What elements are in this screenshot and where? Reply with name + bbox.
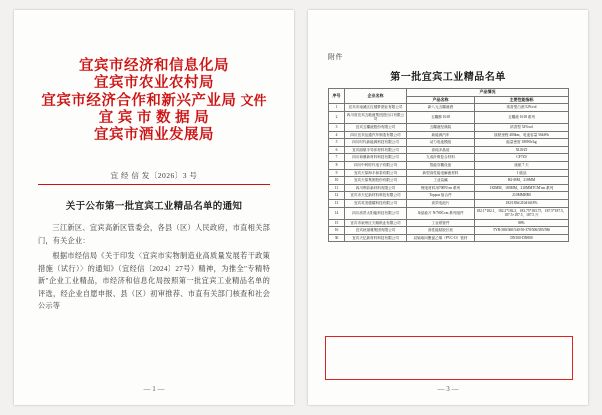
cell-no: 9 [329, 169, 345, 177]
cell-product: Toppoa 组合件 [407, 192, 475, 200]
agency-line-3 [14, 92, 294, 110]
cell-product: 高性能粘胶长丝 [407, 227, 475, 235]
table-body [329, 104, 569, 242]
col-header-product-group: 产品情况 [407, 89, 569, 97]
table-row [329, 219, 569, 227]
cell-product: 工业烧碱 [407, 177, 475, 185]
highlight-annotation-box [325, 336, 573, 380]
cell-spec: TYR-580/360/540-56-378/506/585/586 [475, 227, 569, 235]
cell-company: 宜宾市天亿新材料科技有限公司 [345, 192, 407, 200]
table-row [329, 227, 569, 235]
col-header-company: 企业名称 [345, 89, 407, 104]
table-row [329, 192, 569, 200]
cell-company: 宜宾市叙州区天顺纸业有限公司 [345, 219, 407, 227]
cell-spec: DN100-DN800 [475, 234, 569, 242]
cell-spec: 续航 7 天 [475, 161, 569, 169]
cell-product: 双轴取向聚氯乙烯（PVC-O）管材 [407, 234, 475, 242]
table-row [329, 207, 569, 219]
cell-spec: 182.1*182.1，182.2*182.2，183.75*183.75，187.5*187.5，187.5×187.5，187.5 片 [475, 207, 569, 219]
cell-spec: 能量密度 180Wh/kg [475, 139, 569, 147]
cell-no: 1 [329, 104, 345, 112]
agency-line-5: 宜宾市酒业发展局 [94, 127, 214, 143]
col-header-no: 序号 [329, 89, 345, 104]
cell-no: 16 [329, 227, 345, 235]
cell-product: 新能源汽车 [407, 131, 475, 139]
page-title: 关于公布第一批宜宾工业精品名单的通知 [65, 202, 243, 212]
attachment-title: 第一批宜宾工业精品名单 [390, 72, 506, 83]
col-header-product: 产品名称 [407, 96, 475, 104]
attachment-label: 附件 [328, 53, 343, 61]
cell-company: 四川高景太阳能科技有限公司 [345, 207, 407, 219]
cell-spec: H2-MM，218MM [475, 177, 569, 185]
cell-company: 宜宾丽豪半导体材料有限公司 [345, 146, 407, 154]
right-document-page [308, 10, 588, 405]
cell-product: 工业纸管件 [407, 219, 475, 227]
table-row [329, 146, 569, 154]
table-header [329, 89, 569, 104]
cell-spec: 88% [475, 219, 569, 227]
cell-company: 四川和鼎新材料科技有限公司 [345, 154, 407, 162]
table-row [329, 154, 569, 162]
table-row [329, 139, 569, 147]
product-catalog-table [328, 88, 569, 242]
body-paragraph-1: 三江新区、宜宾高新区管委会，各县（区）人民政府，市直相关部门，有关企业： [38, 224, 270, 245]
cell-product: 动力电池模组 [407, 139, 475, 147]
cell-no: 12 [329, 192, 345, 200]
cell-no: 4 [329, 131, 345, 139]
cell-company: 宜宾五糧液股份有限公司 [345, 123, 407, 131]
cell-spec: 182MM，183MM，210MMTCM'cm 系列 [475, 184, 569, 192]
table-row [329, 123, 569, 131]
col-header-spec: 主要性能指标 [475, 96, 569, 104]
cell-company: 四川时代新能源科技有限公司 [345, 139, 407, 147]
cell-company: 宜宾丝丽雅集团有限公司 [345, 227, 407, 235]
table-row [329, 111, 569, 123]
cell-spec: 182/183#/210#1#18% [475, 199, 569, 207]
table-row [329, 234, 569, 242]
cell-no: 14 [329, 207, 345, 219]
cell-spec: 1 级品 [475, 169, 569, 177]
agency-line-1: 宜宾市经济和信息化局 [79, 58, 229, 74]
cell-spec: 浓香型 52%vol [475, 123, 569, 131]
cell-product: 五糧醇 1618 [407, 111, 475, 123]
cell-product: 五糧液经典装 [407, 123, 475, 131]
cell-product: 九成纤维复合材料 [407, 154, 475, 162]
cell-no: 10 [329, 177, 345, 185]
document-word: 文件 [240, 93, 267, 108]
cell-product: 单晶硅片 N/700Ccm 系列组件 [407, 207, 475, 219]
table-row [329, 161, 569, 169]
cell-company: 宜宾英发德耀科技有限公司 [345, 199, 407, 207]
cell-no: 5 [329, 139, 345, 147]
cell-product: 新型高性能电解液材料 [407, 169, 475, 177]
cell-product: 高纯多晶硅 [407, 146, 475, 154]
cell-product: 新八元五糧液酒 [407, 104, 475, 112]
cell-company: 宜宾天原集团股份有限公司 [345, 177, 407, 185]
agency-line-2: 宜宾市农业农村局 [94, 75, 214, 91]
issuing-agency-header [14, 58, 294, 144]
cell-no: 6 [329, 146, 345, 154]
cell-product: 高效电池片 [407, 199, 475, 207]
cell-no: 8 [329, 161, 345, 169]
cell-company: 四川中科时代电子有限公司 [345, 161, 407, 169]
agency-line-3-text: 宜宾市经济合作和新兴产业局 [41, 93, 237, 109]
left-page-number: — 1 — [143, 385, 165, 393]
cell-spec: XLB/ZJ [475, 146, 569, 154]
cell-no: 2 [329, 111, 345, 123]
agency-line-4: 宜 宾 市 数 据 局 [98, 110, 210, 126]
table-row [329, 177, 569, 185]
cell-spec: CF7Z0 [475, 154, 569, 162]
cell-no: 3 [329, 123, 345, 131]
cell-spec: 浓香型白酒 52%vol [475, 104, 569, 112]
left-document-page [14, 10, 294, 405]
red-divider-rule [38, 184, 270, 185]
cell-no: 11 [329, 184, 345, 192]
table-row [329, 104, 569, 112]
cell-spec: 210MMHR0 [475, 192, 569, 200]
right-page-number: — 3 — [437, 385, 459, 393]
cell-company: 宜宾天亿新材料科技有限公司 [345, 234, 407, 242]
cell-company: 四川省宜宾五粮液集团进出口有限公司 [345, 111, 407, 123]
cell-company: 宜宾市南溪区红楼梦酒业有限公司 [345, 104, 407, 112]
document-body [38, 222, 270, 316]
cell-no: 30 [329, 234, 345, 242]
cell-company: 四川宜宾运通汽车制造有限公司 [345, 131, 407, 139]
document-number: 宜 经 信 发〔2026〕3 号 [110, 171, 198, 180]
table-row [329, 169, 569, 177]
cell-no: 13 [329, 199, 345, 207]
cell-spec: 五糧液 1618 系列 [475, 111, 569, 123]
table-row [329, 131, 569, 139]
table-header-group-row [329, 89, 569, 97]
table-row [329, 199, 569, 207]
cell-spec: 续驶里程 400km，电池容量 56kWh [475, 131, 569, 139]
cell-no: 15 [329, 219, 345, 227]
cell-company: 四川利彩新材料有限公司 [345, 184, 407, 192]
cell-no: 7 [329, 154, 345, 162]
cell-company: 宜宾天原海丰和泰有限公司 [345, 169, 407, 177]
cell-product: 智能穿戴设备 [407, 161, 475, 169]
cell-product: 锂电材料用700N'cm 系列 [407, 184, 475, 192]
body-paragraph-2: 根据市经信局《关于印发〈宜宾市实物制造业高质量发展若干政策措施（试行）〉的通知》（宜经信〔2024〕27号）精神，为推全"专精特新"企业工业精品，市经济和信息化局按照第一批宜宾工业精品名单的评选，经企业自愿申报、县（区）初审推荐、市直有关部门核查和社会公示等 [38, 252, 270, 310]
table-row [329, 184, 569, 192]
